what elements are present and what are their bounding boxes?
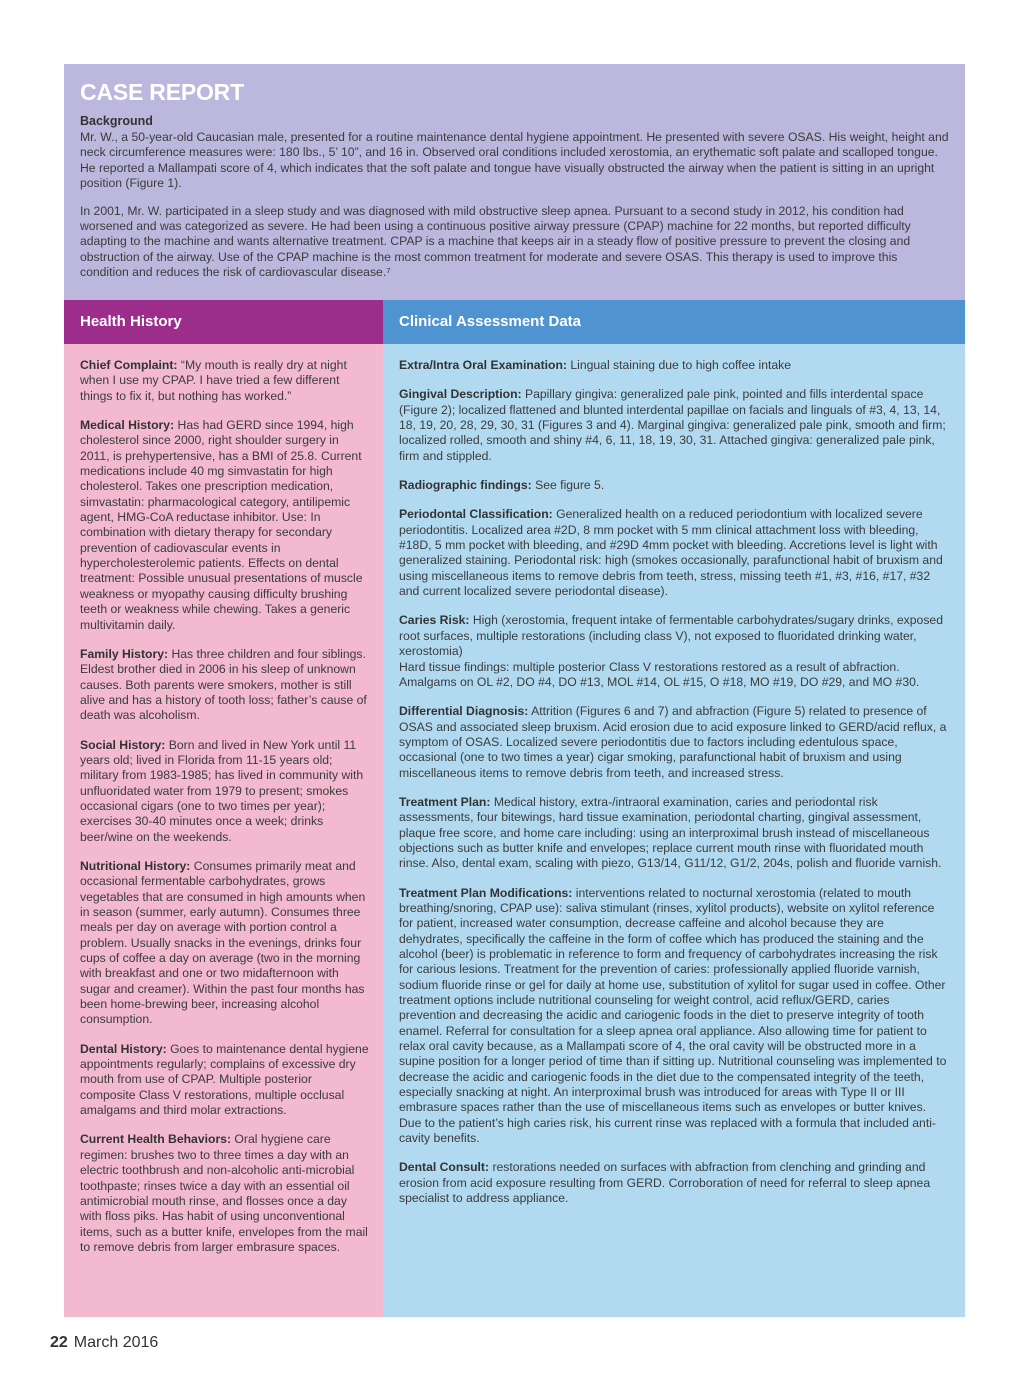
oral-examination-section [399, 358, 949, 373]
section-text: Medical history, extra-/intraoral examination, caries and periodontal risk assessments, four bitewings, hard tissue examination, periodontal charting, gingival assessment, plaque free score, and home care including: using an interproximal brush instead of miscellaneous objections such as butter knife and envelopes; replace current mouth rinse with fluoridated mouth rinse. Also, dental exam, scaling with piezo, G13/14, G11/12, G1/2, 204s, polish and fluoride varnish. [399, 794, 942, 871]
section-text: Goes to maintenance dental hygiene appointments regularly; complains of excessive dry mouth from use of CPAP. Multiple posterior composite Class V restorations, multiple occlusal amalgams and third molar extractions. [80, 1041, 369, 1118]
section-label: Social History: [80, 737, 166, 752]
section-label: Current Health Behaviors: [80, 1132, 232, 1147]
treatment-plan-section [399, 795, 949, 872]
family-history-section [80, 647, 369, 724]
health-history-heading: Health History [64, 300, 383, 344]
current-health-behaviors-section [80, 1132, 369, 1255]
section-label: Extra/Intra Oral Examination: [399, 358, 567, 372]
differential-diagnosis-section [399, 704, 949, 781]
section-text: “My mouth is really dry at night when I use my CPAP. I have tried a few different things to fix it, but nothing has worked.” [80, 358, 347, 403]
section-label: Nutritional History: [80, 858, 191, 873]
social-history-section [80, 738, 369, 845]
section-text: See figure 5. [535, 478, 605, 493]
periodontal-classification-section [399, 507, 949, 599]
page-footer [50, 1334, 158, 1352]
section-text: Papillary gingiva: generalized pale pink, pointed and fills interdental space (Figure 2); localized flattened and blunted interdental papillae on facials and linguals of #3, 4, 13, 14, 18, 19, 20, 28, 29, 30, 31 (Figures 3 and 4). Marginal gingiva: generalized pale pink, smooth and firm; localized rolled, smooth and shiny #4, 6, 11, 18, 19, 30, 31. Attached gingiva: generalized pale pink, firm and stippled. [399, 387, 946, 463]
medical-history-section [80, 418, 369, 633]
section-text: Has three children and four siblings. Eldest brother died in 2006 in his sleep of unknown causes. Both parents were smokers, mother is still alive and has a history of tooth loss; father’s cause of death was alcoholism. [80, 646, 367, 723]
hard-tissue-findings-text: Hard tissue findings: multiple posterior Class V restorations restored as a result of abfraction. Amalgams on OL #2, DO #4, DO #13, MOL #14, OL #15, O #18, MO #19, DO #29, and MO #30. [399, 659, 920, 689]
section-label: Family History: [80, 646, 169, 661]
section-text: Lingual staining due to high coffee intake [570, 358, 792, 372]
section-text: Attrition (Figures 6 and 7) and abfraction (Figure 5) related to presence of OSAS and associated sleep bruxism. Acid erosion due to acid exposure linked to GERD/acid reflux, a symptom of OSAS. Localized severe periodontitis due to factors including edentulous space, occasional (one to two times a year) cigar smoking, parafunctional habit of bruxism and using miscellaneous items to remove debris from teeth, and increased stress. [399, 704, 947, 780]
section-label: Treatment Plan Modifications: [399, 885, 573, 900]
section-text: Generalized health on a reduced periodontium with localized severe periodontitis. Localized area #2D, 8 mm pocket with 5 mm clinical attachment loss with bleeding, #18D, 5 mm pocket with bleeding, and #29D 4mm pocket with bleeding. Accretions level is light with generalized staining. Periodontal risk: high (smokes occasionally, parafunctional habit of bruxism and using miscellaneous items to remove debris from teeth, stress, missing teeth #1, #3, #16, #17, #32 and current localized severe periodontal disease). [399, 507, 943, 599]
clinical-assessment-heading: Clinical Assessment Data [383, 300, 965, 344]
section-label: Treatment Plan: [399, 794, 491, 809]
section-label: Medical History: [80, 418, 175, 433]
section-label: Dental Consult: [399, 1160, 490, 1175]
caries-risk-section [399, 613, 949, 690]
background-paragraph: Mr. W., a 50-year-old Caucasian male, presented for a routine maintenance dental hygiene appointment. He presented with severe OSAS. His weight, height and neck circumference measures were: 180 lbs., 5’ 10”, and 16 in. Observed oral conditions included xerostomia, an erythematic soft palate and scalloped tongue. He reported a Mallampati score of 4, which indicates that the soft palate and tongue have visually obstructed the airway when the patient is sitting in an upright position (Figure 1). [80, 130, 949, 191]
nutritional-history-section [80, 859, 369, 1028]
page-number: 22 [50, 1334, 68, 1351]
section-label: Periodontal Classification: [399, 507, 553, 522]
section-label: Differential Diagnosis: [399, 704, 529, 719]
section-text: High (xerostomia, frequent intake of fermentable carbohydrates/sugary drinks, exposed root surfaces, multiple restorations (including class V), not exposed to fluoridated drinking water, xerostomia) [399, 613, 943, 659]
issue-date: March 2016 [73, 1334, 159, 1351]
section-text: Has had GERD since 1994, high cholesterol since 2000, right shoulder surgery in 2011, is prehypertensive, has a BMI of 25.8. Current medications include 40 mg simvastatin for high cholesterol. Takes one prescription medication, simvastatin: pharmacological category, antilipemic agent, HMG-CoA reductase inhibitor. Use: In combination with dietary therapy for secondary prevention of cadiovascular events in hypercholesterolemic patients. Effects on dental treatment: Possible unusual presentations of muscle weakness or myopathy causing difficulty brushing teeth or weakness while chewing. Takes a generic multivitamin daily. [80, 418, 363, 632]
dental-history-section [80, 1042, 369, 1119]
section-label: Gingival Description: [399, 387, 522, 402]
background-heading: Background [80, 114, 153, 128]
radiographic-findings-section [399, 478, 949, 493]
section-label: Chief Complaint: [80, 358, 178, 372]
section-label: Caries Risk: [399, 613, 470, 628]
gingival-description-section [399, 387, 949, 464]
dental-consult-section [399, 1160, 949, 1206]
section-text: restorations needed on surfaces with abfraction from clenching and grinding and erosion from acid exposure resulting from GERD. Corroboration of need for referral to sleep apnea specialist to address appliance. [399, 1160, 931, 1206]
clinical-assessment-column [383, 344, 965, 1317]
section-label: Radiographic findings: [399, 478, 532, 493]
treatment-plan-modifications-section [399, 886, 949, 1147]
section-text: Oral hygiene care regimen: brushes two to three times a day with an electric toothbrush and non-alcoholic anti-microbial toothpaste; rinses twice a day with an essential oil antimicrobial mouth rinse, and flosses once a day with floss piks. Has habit of using unconventional items, such as a butter knife, envelopes from the mail to remove debris from larger embrasure spaces. [80, 1132, 368, 1254]
case-report-box [64, 64, 965, 300]
section-label: Dental History: [80, 1041, 167, 1056]
background-paragraph: In 2001, Mr. W. participated in a sleep study and was diagnosed with mild obstructive sleep apnea. Pursuant to a second study in 2012, his condition had worsened and was categorized as severe. He had been using a continuous positive airway pressure (CPAP) machine for 22 months, but reported difficulty adapting to the machine and wants alternative treatment. CPAP is a machine that keeps air in a steady flow of positive pressure to prevent the closing and obstruction of the airway. Use of the CPAP machine is the most common treatment for moderate and severe OSAS. This therapy is used to improve this condition and reduces the risk of cardiovascular disease.⁷ [80, 203, 911, 280]
section-text: interventions related to nocturnal xerostomia (related to mouth breathing/snoring, CPAP use): saliva stimulant (rinses, xylitol products), website on xylitol reference for patient, increased water consumption, decrease caffeine and alcohol because they are dehydrates, specifically the caffeine in the form of coffee which has produced the staining and the alcohol (beer) is problematic in reference to form and frequency of carbohydrates increasing the risk for carious lesions. Treatment for the prevention of caries: professionally applied fluoride varnish, sodium fluoride rinse or gel for daily at home use, substitution of xylitol for sugar used in coffee. Other treatment options include nutritional counseling for weight control, acid reflux/GERD, caries prevention and decreasing the acidic and cariogenic foods in the diet to preserve integrity of tooth enamel. Referral for consultation for a sleep apnea oral appliance. Also allowing time for patient to relax oral cavity because, as a Mallampati score of 4, the oral cavity will be obstructed more in a supine position for a longer period of time than if sitting up. Nutritional counseling was implemented to decrease the acidic and cariogenic foods in the diet due to the compensated integrity of the teeth, especially snacking at night. An interproximal brush was introduced for areas with Type II or III embrasure spaces rather than the use of miscellaneous items such as envelopes or butter knives. Due to the patient’s high caries risk, his current rinse was replaced with a formula that included anti-cavity benefits. [399, 885, 947, 1146]
case-report-title: CASE REPORT [80, 79, 244, 105]
section-text: Consumes primarily meat and occasional fermentable carbohydrates, grows vegetables that are consumed in high amounts when in season (summer, early autumn). Consumes three meals per day on average with portion control a problem. Usually snacks in the evenings, drinks four cups of coffee a day on average (two in the morning with breakfast and one or two midafternoon with sugar and creamer). Within the past four months has been home-brewing beer, increasing alcohol consumption. [80, 858, 366, 1027]
section-text: Born and lived in New York until 11 years old; lived in Florida from 11-15 years old; military from 1983-1985; has lived in community with unfluoridated water from 1979 to present; smokes occasional cigars (one to two times per year); exercises 30-40 minutes once a week; drinks beer/wine on the weekends. [80, 737, 364, 844]
health-history-column [64, 344, 383, 1317]
chief-complaint-section [80, 358, 369, 404]
